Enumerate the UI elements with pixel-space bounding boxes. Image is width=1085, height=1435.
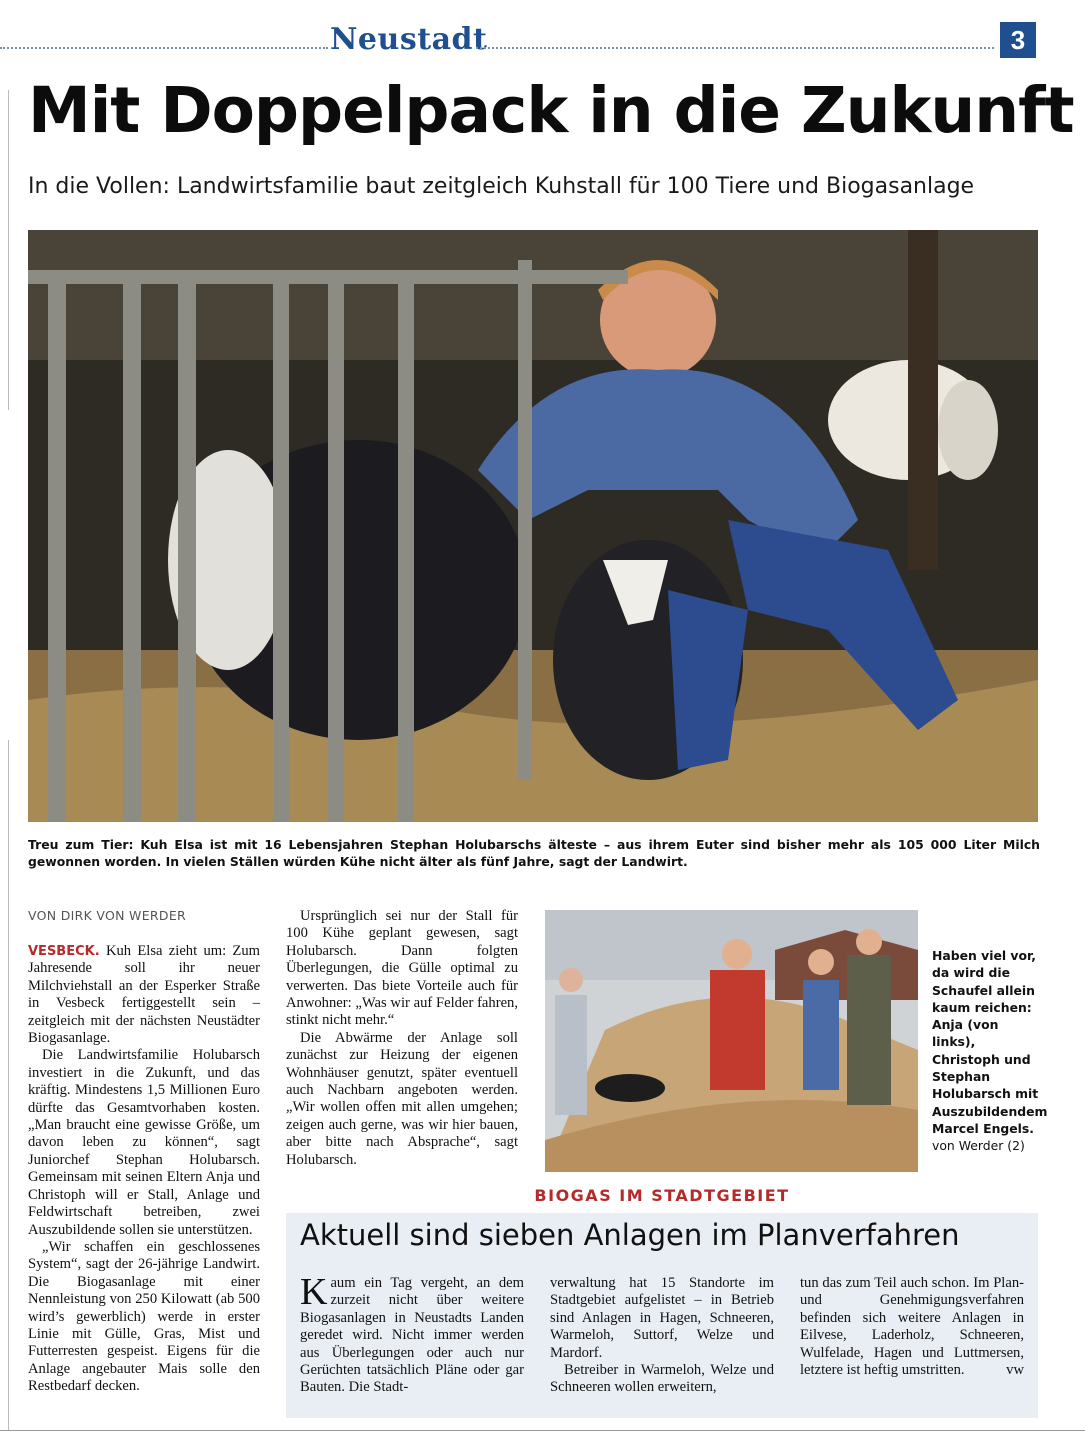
box-column-3 — [800, 1275, 1024, 1379]
header-rule-left — [0, 47, 328, 49]
main-photo-caption: Treu zum Tier: Kuh Elsa ist mit 16 Lebensjahren Stephan Holubarschs älteste – aus ihrem Euter sind bisher mehr als 105 000 Liter Milch gewonnen worden. In vielen Ställen würden Kühe nicht älter als fünf Jahre, sagt der Landwirt. — [28, 837, 1040, 869]
box-headline: Aktuell sind sieben Anlagen im Planverfahren — [300, 1218, 960, 1252]
photo-credit: von Werder (2) — [932, 1138, 1025, 1154]
article-paragraph: „Wir schaffen ein geschlossenes System“, sagt der 26-jährige Landwirt. Die Biogasanlage mit einer Nennleistung von 250 Kilowatt (ab 500 wird’s gewerblich) werde in erster Linie mit Gülle, Gras, Mist und Futterresten gespeist. Eigens für die Anlage angebauter Mais solle den Restbedarf decken. — [28, 1238, 260, 1395]
box-paragraph — [800, 1275, 1024, 1379]
box-kicker: BIOGAS IM STADTGEBIET — [534, 1186, 790, 1205]
side-photo — [545, 910, 918, 1172]
dateline: VESBECK. — [28, 944, 100, 959]
margin-rule — [8, 90, 9, 410]
signoff: vw — [1006, 1362, 1024, 1379]
box-paragraph — [300, 1271, 524, 1397]
bottom-rule — [0, 1430, 1085, 1431]
side-photo-caption — [932, 947, 1048, 1155]
box-paragraph: Betreiber in Warmeloh, Welze und Schneeren wollen erweitern, — [550, 1362, 774, 1396]
box-text: tun das zum Teil auch schon. Im Plan- und Genehmigungsverfahren befinden sich weitere Anlagen in Eilvese, Laderholz, Schneeren, Wulfelade, Hagen und Luttmersen, letztere ist heftig umstritten. — [800, 1275, 1024, 1379]
main-photo — [28, 230, 1038, 822]
dropcap: K — [300, 1271, 328, 1313]
section-title: Neustadt — [330, 22, 488, 57]
page-number: 3 — [1000, 22, 1036, 58]
article-column-2 — [286, 908, 518, 1169]
subheadline: In die Vollen: Landwirtsfamilie baut zeitgleich Kuhstall für 100 Tiere und Biogasanlage — [28, 174, 975, 199]
article-paragraph: Ursprünglich sei nur der Stall für 100 Kühe geplant gewesen, sagt Holubarsch. Dann folgten Überlegungen, die Gülle optimal zu verwerten. Das biete Vorteile auch für Anwohner: „Was wir auf Felder fahren, stinkt nicht mehr.“ — [286, 908, 518, 1029]
box-column-1 — [300, 1271, 524, 1397]
margin-rule — [8, 740, 9, 1430]
box-paragraph: verwaltung hat 15 Standorte im Stadtgebiet aufgelistet – in Betrieb sind Anlagen in Hagen, Schneeren, Warmeloh, Suttorf, Welze und Mardorf. — [550, 1275, 774, 1361]
headline: Mit Doppelpack in die Zukunft — [28, 74, 1074, 147]
side-caption-text: Haben viel vor, da wird die Schaufel allein kaum reichen: Anja (von links), Christoph und Stephan Holubarsch mit Auszubildendem Marcel Engels. — [932, 948, 1048, 1136]
article-text: Kuh Elsa zieht um: Zum Jahresende soll ihr neuer Milchviehstall an der Esperker Straße in Vesbeck fertiggestellt sein – zeitgleich mit der nächsten Neustädter Biogasanlage. — [28, 943, 260, 1047]
article-paragraph — [28, 943, 260, 1047]
article-column-1 — [28, 943, 260, 1396]
article-paragraph: Die Landwirtsfamilie Holubarsch investiert in die Zukunft, und das kräftig. Mindestens 1,5 Millionen Euro dürfte das Gesamtvorhaben kosten. „Man braucht eine gewisse Größe, um davon leben zu können“, sagt Juniorchef Stephan Holubarsch. Gemeinsam mit seinen Eltern Anja und Christoph will er Stall, Anlage und Feldwirtschaft betreiben, zwei Auszubildende sollen sie unterstützen. — [28, 1047, 260, 1238]
article-paragraph: Die Abwärme der Anlage soll zunächst zur Heizung der eigenen Wohnhäuser genutzt, später eventuell auch Nachbarn angeboten werden. „Wir wollen offen mit allen umgehen; zeigen auch gerne, was wir hier bauen, aber bitte nach Absprache“, sagt Holubarsch. — [286, 1029, 518, 1168]
box-text: aum ein Tag vergeht, an dem zurzeit nicht über weitere Biogasanlagen in Neustadts Landen geredet wird. Nicht immer werden aus Überlegungen oder auch nur Gerüchten tatsächlich Pläne oder gar Bauten. Die Stadt- — [300, 1275, 524, 1396]
box-column-2 — [550, 1275, 774, 1397]
byline: VON DIRK VON WERDER — [28, 908, 187, 923]
header-rule-right — [476, 47, 994, 49]
